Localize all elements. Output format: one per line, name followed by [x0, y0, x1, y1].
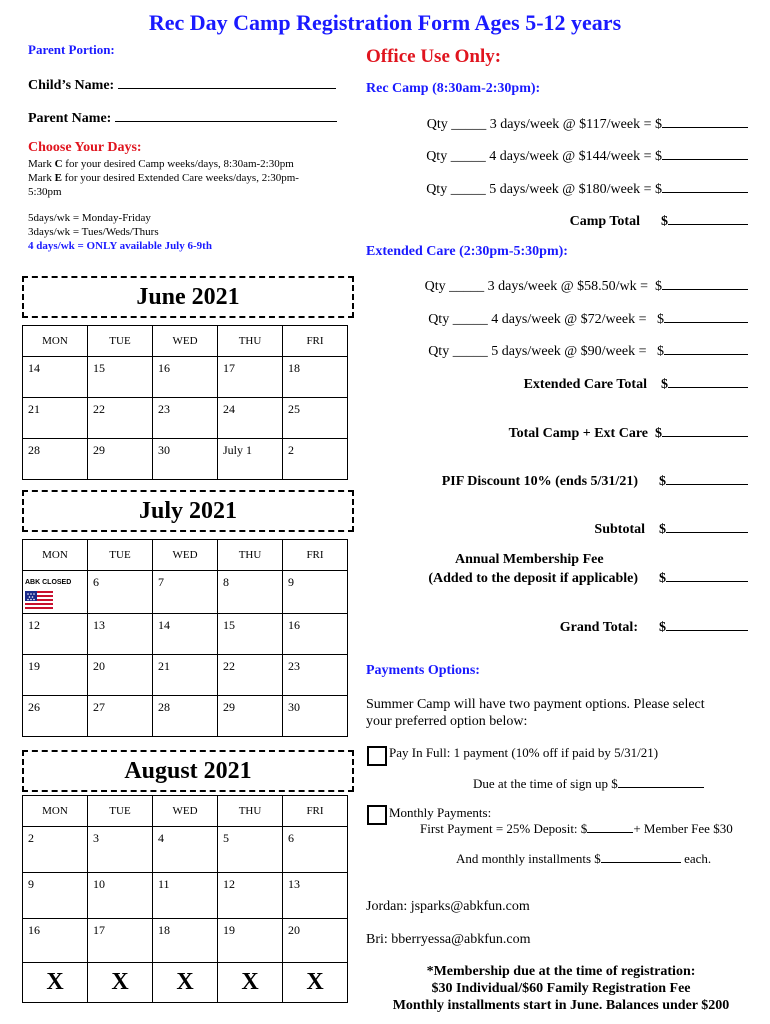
form-title: Rec Day Camp Registration Form Ages 5-12 years [148, 10, 622, 35]
day-cell[interactable]: 16 [153, 357, 218, 398]
first-payment-label: First Payment = 25% Deposit: $ [420, 821, 588, 836]
week-row [23, 614, 348, 655]
footer-line: $30 Individual/$60 Family Registration Fee [431, 981, 691, 996]
footer-line: *Membership due at the time of registration: [426, 964, 696, 979]
weekday-wed: WED [153, 796, 218, 827]
day-cell[interactable]: 10 [88, 873, 153, 919]
june-calendar [22, 325, 348, 480]
rec-camp-heading: Rec Camp (8:30am-2:30pm): [366, 81, 541, 96]
installments-suffix: each. [684, 851, 712, 866]
day-cell[interactable]: 23 [153, 398, 218, 439]
member-fee-note: + Member Fee $30 [633, 821, 733, 836]
weekday-fri: FRI [283, 540, 348, 571]
august-calendar [22, 795, 348, 1003]
weekday-tue: TUE [88, 326, 153, 357]
contact-bri: Bri: bberryessa@abkfun.com [366, 932, 531, 947]
day-cell[interactable]: 16 [23, 919, 88, 963]
weekday-mon: MON [23, 326, 88, 357]
rec-5day-amount-field[interactable] [662, 180, 748, 193]
five-days-note: 5days/wk = Monday-Friday [28, 212, 151, 224]
grand-total-row[interactable] [560, 618, 748, 636]
instr-text: for your desired Extended Care weeks/days, 2:30pm- [61, 172, 299, 184]
rec-3day-amount-field[interactable] [662, 115, 748, 128]
instr-text: 5:30pm [28, 186, 62, 198]
monthly-payments-label: Monthly Payments: [389, 805, 492, 820]
ext-total-field[interactable] [668, 375, 748, 388]
rec-4day-amount-field[interactable] [662, 147, 748, 160]
august-header [22, 750, 354, 792]
day-cell[interactable]: 19 [218, 919, 283, 963]
parent-name-field[interactable] [115, 109, 337, 122]
day-cell[interactable]: 26 [23, 696, 88, 737]
unavailable-cell: X [283, 963, 348, 1003]
payments-intro [366, 696, 705, 730]
weekday-mon: MON [23, 796, 88, 827]
week-row [23, 873, 348, 919]
ext-4day-amount-field[interactable] [664, 310, 748, 323]
payments-intro-line: Summer Camp will have two payment options. Please select [366, 697, 705, 712]
day-cell[interactable]: 6 [88, 571, 153, 614]
three-days-note: 3days/wk = Tues/Weds/Thurs [28, 226, 159, 238]
day-cell[interactable]: 19 [23, 655, 88, 696]
day-cell[interactable]: 21 [153, 655, 218, 696]
rec-4day-label: Qty _____ 4 days/week @ $144/week = $ [426, 149, 662, 164]
weekday-wed: WED [153, 326, 218, 357]
day-cell[interactable]: 30 [153, 439, 218, 480]
subtotal-label: Subtotal $ [594, 522, 666, 537]
child-name-row [28, 76, 336, 94]
weekday-header [23, 796, 348, 827]
unavailable-cell: X [23, 963, 88, 1003]
unavailable-cell: X [88, 963, 153, 1003]
office-use-heading: Office Use Only: [366, 46, 502, 67]
day-cell[interactable]: 30 [283, 696, 348, 737]
day-cell[interactable]: 29 [218, 696, 283, 737]
day-cell[interactable]: 5 [218, 827, 283, 873]
day-cell[interactable]: 13 [283, 873, 348, 919]
day-cell[interactable]: 28 [23, 439, 88, 480]
week-row [23, 439, 348, 480]
subtotal-field[interactable] [666, 520, 748, 533]
membership-fee-row[interactable] [428, 569, 748, 587]
rec-5day-row[interactable] [426, 180, 748, 198]
day-cell[interactable]: 24 [218, 398, 283, 439]
pif-due-row[interactable] [473, 775, 704, 792]
weekday-header [23, 540, 348, 571]
day-cell[interactable]: 21 [23, 398, 88, 439]
grand-total-field[interactable] [666, 618, 748, 631]
july-header [22, 490, 354, 532]
pif-discount-label: PIF Discount 10% (ends 5/31/21) $ [441, 474, 666, 489]
choose-days-instructions [28, 157, 299, 253]
day-cell[interactable]: 20 [88, 655, 153, 696]
child-name-label: Child’s Name: [28, 78, 115, 93]
day-cell[interactable]: 13 [88, 614, 153, 655]
weekday-tue: TUE [88, 540, 153, 571]
rec-4day-row[interactable] [426, 147, 748, 165]
membership-fee-field[interactable] [666, 569, 748, 582]
parent-portion-label: Parent Portion: [28, 42, 115, 57]
ext-3day-label: Qty _____ 3 days/week @ $58.50/wk = $ [424, 279, 662, 294]
first-payment-row[interactable] [420, 820, 733, 837]
day-cell[interactable]: 14 [153, 614, 218, 655]
pay-in-full-label: Pay In Full: 1 payment (10% off if paid by 5/31/21) [389, 745, 659, 760]
pay-in-full-checkbox[interactable] [367, 746, 387, 766]
weekday-fri: FRI [283, 796, 348, 827]
day-cell[interactable]: 22 [218, 655, 283, 696]
camp-total-field[interactable] [668, 212, 748, 225]
ext-3day-amount-field[interactable] [662, 277, 748, 290]
weekday-fri: FRI [283, 326, 348, 357]
pif-due-field[interactable] [618, 775, 704, 788]
week-row [23, 919, 348, 963]
footer-line: Monthly installments start in June. Balances under $200 [392, 998, 730, 1013]
ext-5day-amount-field[interactable] [664, 342, 748, 355]
extended-care-heading: Extended Care (2:30pm-5:30pm): [366, 244, 568, 259]
weekday-tue: TUE [88, 796, 153, 827]
day-cell[interactable]: 7 [153, 571, 218, 614]
day-cell[interactable]: 16 [283, 614, 348, 655]
pif-discount-field[interactable] [666, 472, 748, 485]
instr-text: for your desired Camp weeks/days, 8:30am-2:30pm [62, 158, 294, 170]
camp-total-label: Camp Total $ [569, 214, 668, 229]
day-cell[interactable]: 9 [23, 873, 88, 919]
day-cell[interactable]: 12 [218, 873, 283, 919]
pif-due-label: Due at the time of sign up $ [473, 776, 618, 791]
installments-row[interactable] [456, 850, 711, 867]
grand-total-label: Grand Total: $ [559, 620, 666, 635]
day-cell[interactable]: 3 [88, 827, 153, 873]
day-cell[interactable]: 25 [283, 398, 348, 439]
abk-closed-label: ABK CLOSED [25, 579, 72, 586]
membership-fee-label: Annual Membership Fee [455, 552, 604, 567]
total-camp-ext-field[interactable] [662, 424, 748, 437]
day-cell[interactable]: 15 [88, 357, 153, 398]
weekday-header [23, 326, 348, 357]
ext-3day-row[interactable] [425, 277, 748, 295]
membership-footer [366, 963, 756, 1014]
installments-field[interactable] [601, 850, 681, 863]
day-cell[interactable]: 12 [23, 614, 88, 655]
day-cell[interactable]: 2 [23, 827, 88, 873]
weekday-thu: THU [218, 326, 283, 357]
week-row [23, 655, 348, 696]
june-title: June 2021 [136, 284, 240, 310]
rec-3day-row[interactable] [427, 115, 748, 133]
ext-5day-row[interactable] [428, 342, 748, 360]
day-cell[interactable]: 20 [283, 919, 348, 963]
day-cell[interactable]: 23 [283, 655, 348, 696]
day-cell[interactable]: July 1 [218, 439, 283, 480]
weekday-wed: WED [153, 540, 218, 571]
july-title: July 2021 [138, 498, 237, 524]
week-row [23, 357, 348, 398]
july-calendar [22, 539, 348, 737]
day-cell[interactable]: 27 [88, 696, 153, 737]
contact-jordan: Jordan: jsparks@abkfun.com [366, 899, 530, 914]
day-cell[interactable]: 29 [88, 439, 153, 480]
day-cell[interactable]: 15 [218, 614, 283, 655]
weekday-mon: MON [23, 540, 88, 571]
instr-text: Mark [28, 158, 55, 170]
membership-fee-note: (Added to the deposit if applicable) $ [428, 571, 666, 586]
parent-name-label: Parent Name: [28, 111, 112, 126]
closed-day-cell [23, 571, 88, 614]
day-cell[interactable]: 4 [153, 827, 218, 873]
ext-total-row[interactable] [524, 375, 748, 393]
day-cell[interactable]: 8 [218, 571, 283, 614]
installments-label: And monthly installments $ [456, 851, 601, 866]
day-cell[interactable]: 22 [88, 398, 153, 439]
day-cell[interactable]: 18 [283, 357, 348, 398]
weekday-thu: THU [218, 796, 283, 827]
day-cell[interactable]: 18 [153, 919, 218, 963]
august-title: August 2021 [124, 758, 252, 784]
unavailable-cell: X [153, 963, 218, 1003]
first-payment-field[interactable] [587, 820, 633, 833]
day-cell[interactable]: 17 [88, 919, 153, 963]
day-cell[interactable]: 2 [283, 439, 348, 480]
camp-key: C [54, 158, 63, 170]
parent-name-row [28, 109, 337, 127]
pif-discount-row[interactable] [442, 472, 748, 490]
day-cell[interactable]: 6 [283, 827, 348, 873]
week-row [23, 827, 348, 873]
choose-days-heading: Choose Your Days: [28, 140, 142, 155]
us-flag-icon [25, 591, 53, 611]
payments-heading: Payments Options: [366, 663, 480, 678]
payments-intro-line: your preferred option below: [366, 714, 528, 729]
ext-5day-label: Qty _____ 5 days/week @ $90/week = $ [428, 344, 664, 359]
day-cell[interactable]: 17 [218, 357, 283, 398]
ext-4day-row[interactable] [428, 310, 748, 328]
monthly-payments-checkbox[interactable] [367, 805, 387, 825]
camp-total-row[interactable] [570, 212, 748, 230]
subtotal-row[interactable] [594, 520, 748, 538]
rec-3day-label: Qty _____ 3 days/week @ $117/week = $ [426, 117, 662, 132]
week-row [23, 571, 348, 614]
weekday-thu: THU [218, 540, 283, 571]
day-cell[interactable]: 28 [153, 696, 218, 737]
instr-text: Mark [28, 172, 55, 184]
day-cell[interactable]: 11 [153, 873, 218, 919]
week-row [23, 696, 348, 737]
total-camp-ext-row[interactable] [509, 424, 748, 442]
total-camp-ext-label: Total Camp + Ext Care $ [508, 426, 662, 441]
day-cell[interactable]: 9 [283, 571, 348, 614]
day-cell[interactable]: 14 [23, 357, 88, 398]
ext-key: E [54, 172, 62, 184]
week-row [23, 398, 348, 439]
ext-4day-label: Qty _____ 4 days/week @ $72/week = $ [428, 312, 664, 327]
four-days-note: 4 days/wk = ONLY available July 6-9th [28, 240, 212, 252]
ext-total-label: Extended Care Total $ [523, 377, 668, 392]
rec-5day-label: Qty _____ 5 days/week @ $180/week = $ [426, 182, 662, 197]
june-header [22, 276, 354, 318]
child-name-field[interactable] [118, 76, 336, 89]
week-row [23, 963, 348, 1003]
unavailable-cell: X [218, 963, 283, 1003]
